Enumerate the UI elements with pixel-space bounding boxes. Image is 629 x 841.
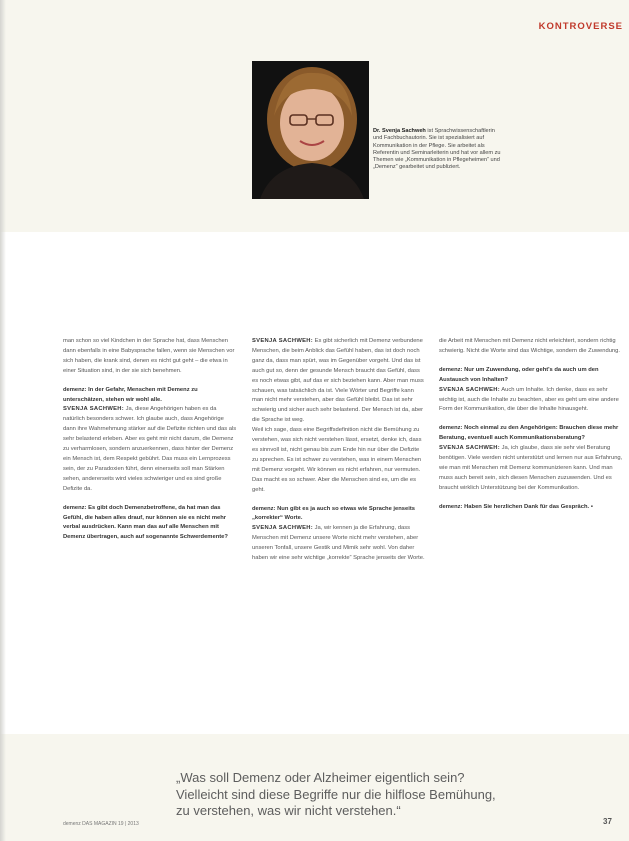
pull-quote-line: „Was soll Demenz oder Alzheimer eigentlich sein? bbox=[176, 770, 465, 785]
answer-paragraph bbox=[439, 444, 624, 494]
pull-quote-line: Vielleicht sind diese Begriffe nur die hilflose Bemühung, bbox=[176, 786, 496, 802]
answer-text: Ja, wir kennen ja die Erfahrung, dass Menschen mit Demenz unsere Worte nicht mehr verstehen, aber unseren Tonfall, unsere Gestik und Mimik sehr wohl. Von daher haben wir eine sehr wichtige „korrekte“ Sprache jenseits der Worte. bbox=[252, 525, 425, 562]
speaker-name: SVENJA SACHWEH: bbox=[439, 445, 500, 452]
speaker-name: SVENJA SACHWEH: bbox=[252, 525, 313, 532]
interview-question: demenz: Noch einmal zu den Angehörigen: Brauchen diese mehr Beratung, eventuell auch Kommunikationsberatung? bbox=[439, 425, 619, 442]
closing-remark: demenz: Haben Sie herzlichen Dank für das Gespräch. ▪ bbox=[439, 503, 593, 510]
answer-text: Auch um Inhalte. Ich denke, dass es sehr wichtig ist, auch die Inhalte zu beachten, aber es geht um eine andere Form der Kommunikation, die über die Inhalte hinausgeht. bbox=[439, 386, 619, 413]
article-column-2 bbox=[252, 337, 426, 564]
article-column-3 bbox=[439, 337, 624, 513]
page-crease bbox=[0, 0, 6, 841]
answer-paragraph bbox=[252, 337, 426, 426]
answer-text: Ja, diese Angehörigen haben es da natürlich besonders schwer. Ich glaube auch, dass Angehörige dann ihre Wahrnehmung stärker auf die Defizite richten und das als sehr belastend erleben. Aber es geht mir nicht darum, die Demenz zu verharmlosen, sondern anzuerkennen, dass hinter der Demenz ein Mensch ist, dem Respekt gebührt. Das muss ein Lernprozess sein, der zu Paradoxien führt, denn einerseits soll man Stärken sehen, andererseits wird vieles schwieriger und es sind große Defizite da. bbox=[63, 406, 237, 492]
speaker-name: SVENJA SACHWEH: bbox=[252, 338, 313, 344]
section-rubric: KONTROVERSE bbox=[538, 21, 623, 32]
magazine-footer: demenz DAS MAGAZIN 19 | 2013 bbox=[63, 821, 139, 827]
page-number: 37 bbox=[603, 817, 612, 826]
author-portrait bbox=[252, 61, 369, 199]
answer-paragraph bbox=[439, 386, 624, 416]
caption-text: ist Sprachwissenschaftlerin und Fachbuchautorin. Sie ist spezialisiert auf Kommunikation in der Pflege. Sie arbeitet als Referentin und Seminarleiterin und hat vor allem zu Themen wie „Kommunikation in Pflegeheimen“ und „Demenz“ gearbeitet und publiziert. bbox=[373, 128, 501, 171]
speaker-name: SVENJA SACHWEH: bbox=[439, 386, 500, 393]
interview-question: demenz: Es gibt doch Demenzbetroffene, da hat man das Gefühl, die haben alles drauf, nur können sie es nicht mehr verbal ausdrücken. Kann man das auf alle Menschen mit Demenz übertragen, auch auf sogenannte Schwerdemente? bbox=[63, 504, 228, 541]
caption-name: Dr. Svenja Sachweh bbox=[373, 128, 426, 134]
pull-quote bbox=[176, 770, 496, 820]
photo-caption bbox=[373, 128, 503, 172]
pull-quote-line: zu verstehen, was wir nicht verstehen.“ bbox=[176, 803, 401, 819]
paragraph: man schon so viel Kindchen in der Sprache hat, dass Menschen dann ebenfalls in eine Babysprache fallen, wenn sie Menschen vor sich haben, die krank sind, denen es nicht gut geht – die etwa in einer Situation sind, in der sie sich benehmen. bbox=[63, 338, 235, 374]
answer-paragraph bbox=[252, 524, 426, 564]
answer-text: Es gibt sicherlich mit Demenz verbundene Menschen, die beim Anblick das Gefühl haben, das ist doch noch ganz da, dass man spürt, was im Gegenüber vorgeht. Und das ist auch gut so, denn der gesunde Mensch braucht das Gefühl, dass es noch etwas gibt, auf das er sich beziehen kann. Aber man muss schauen, was tatsächlich da ist. Viele Wörter und Begriffe kann man nicht mehr verstehen, aber das Gefühl bleibt. Das ist sehr schwierig und sicher auch sehr belastend. Der Mensch ist da, aber die Sprache ist weg. bbox=[252, 338, 424, 424]
interview-question: demenz: Nun gibt es ja auch so etwas wie Sprache jenseits „korrekter“ Worte. bbox=[252, 505, 416, 522]
interview-question: demenz: In der Gefahr, Menschen mit Demenz zu unterschätzen, stehen wir wohl alle. bbox=[63, 386, 198, 403]
portrait-illustration bbox=[252, 61, 369, 199]
article-column-1 bbox=[63, 337, 237, 543]
paragraph: Weil ich sage, dass eine Begriffsdefinition nicht die Bemühung zu verstehen, was sich nicht verstehen lässt, ersetzt, denke ich, dass es sinnvoll ist, nicht genau bis zum Ende hin nur über die Defizite zu sprechen. Es ist schwer zu verstehen, was in einem Menschen mit Demenz vorgeht. Wir können es nicht erfahren, nur vermuten. Das macht es so schwer. Aber die Menschen sind es, um die es geht. bbox=[252, 427, 422, 493]
interview-question: demenz: Nur um Zuwendung, oder geht's da auch um den Austausch von Inhalten? bbox=[439, 366, 599, 383]
speaker-name: SVENJA SACHWEH: bbox=[63, 406, 124, 413]
answer-paragraph bbox=[63, 405, 237, 494]
paragraph: die Arbeit mit Menschen mit Demenz nicht erleichtert, sondern richtig schwierig. Nicht die Worte sind das Wichtige, sondern die Zuwendung. bbox=[439, 338, 620, 354]
answer-text: Ja, ich glaube, dass sie sehr viel Beratung benötigen. Viele werden nicht unterstützt und lernen nur aus Erfahrung, wie man mit Menschen mit Demenz kommunizieren kann. Und man muss auch bereit sein, sich diesen Menschen zuzuwenden. Und es braucht wirklich Unterstützung bei der Kommunikation. bbox=[439, 445, 623, 491]
